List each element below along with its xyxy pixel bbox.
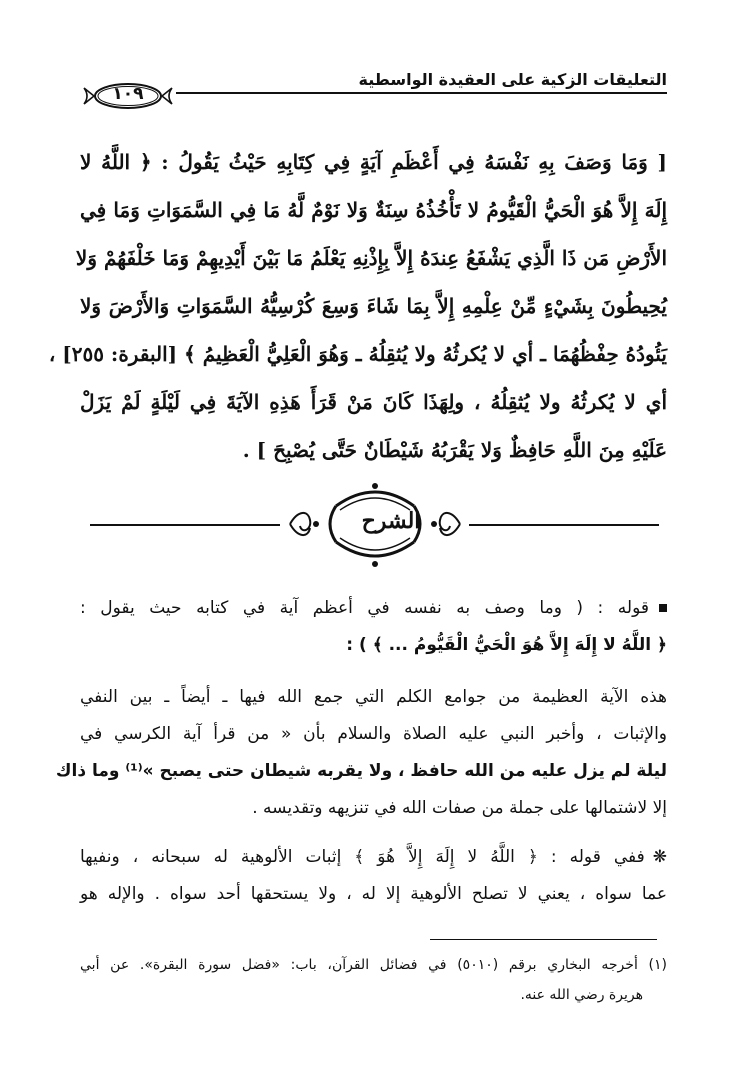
- page-number: ١٠٩: [112, 84, 144, 104]
- header-rule: [90, 92, 667, 94]
- verse-line: أي لا يُكرثُهُ ولا يُثقِلُهُ ، ولِهَذَا كَانَ مَنْ قَرَأَ هَذِهِ الآيَةَ فِي لَيْلَةٍ لَمْ يَزَلْ: [80, 390, 667, 414]
- paragraph-gap: [80, 664, 667, 679]
- verse-line: يُحِيطُونَ بِشَيْءٍ مِّنْ عِلْمِهِ إِلاَّ بِمَا شَاءَ وَسِعَ كُرْسِيُّهُ السَّمَوَاتِ وَالأَرْضَ وَلا: [80, 294, 667, 318]
- sharh-divider-right: [469, 524, 659, 526]
- footnotes: [80, 950, 667, 1010]
- asterisk-ornament-icon: ❋: [652, 847, 667, 867]
- verse-block: [48, 138, 667, 474]
- footnote-line: (١) أخرجه البخاري برقم (٥٠١٠) في فضائل القرآن، باب: «فضل سورة البقرة». عن أبي: [80, 957, 668, 973]
- verse-line: يَئُودُهُ حِفْظُهُمَا ـ أي لا يُكرثُهُ ولا يُثقِلُهُ ـ وَهُوَ الْعَلِيُّ الْعَظِيمُ ﴾ [البقرة: ٢٥٥] ،: [48, 342, 667, 366]
- page-number-ornament: [80, 82, 176, 110]
- footnote-line: هريرة رضي الله عنه.: [520, 987, 643, 1003]
- paragraph-gap: [80, 827, 667, 839]
- running-header-title: التعليقات الزكية على العقيدة الواسطية: [358, 70, 667, 89]
- commentary-line: هذه الآية العظيمة من جوامع الكلم التي جمع الله فيها ـ أيضاً ـ بين النفي: [80, 687, 667, 707]
- footnote-rule: [430, 939, 657, 940]
- sharh-heading-label: الشرح: [361, 508, 421, 534]
- commentary-line: عما سواه ، يعني لا تصلح الألوهية إلا له ، ولا يستحقها أحد سواه . والإله هو: [80, 884, 667, 904]
- commentary-line: إلا لاشتمالها على جملة من صفات الله في تنزيهه وتقديسه .: [252, 798, 667, 818]
- commentary-line: [80, 590, 667, 627]
- commentary-line: والإثبات ، وأخبر النبي عليه الصلاة والسلام بأن « من قرأ آية الكرسي في: [80, 724, 667, 744]
- sharh-section-heading: [90, 480, 659, 572]
- commentary-text: قوله : ( وما وصف به نفسه في أعظم آية في كتابه حيث يقول :: [80, 598, 649, 618]
- commentary-block: [55, 590, 667, 913]
- commentary-text: ففي قوله : ﴿ اللَّهُ لا إِلَهَ إِلاَّ هُوَ ﴾ إثبات الألوهية له سبحانه ، ونفيها: [80, 847, 645, 867]
- verse-line: الأَرْضِ مَن ذَا الَّذِي يَشْفَعُ عِندَهُ إِلاَّ بِإِذْنِهِ يَعْلَمُ مَا بَيْنَ أَيْدِيهِمْ وَمَا خَلْفَهُمْ وَلا: [75, 246, 667, 270]
- verse-line: إِلَهَ إِلاَّ هُوَ الْحَيُّ الْقَيُّومُ لا تَأْخُذُهُ سِنَةٌ وَلا نَوْمٌ لَّهُ مَا فِي السَّمَوَاتِ وَمَا فِي: [80, 198, 667, 222]
- commentary-line: [80, 839, 667, 876]
- verse-line: عَلَيْهِ مِنَ اللَّهِ حَافِظٌ وَلا يَقْرَبُهُ شَيْطَانٌ حَتَّى يُصْبِحَ ] .: [242, 438, 667, 462]
- verse-line: [ وَمَا وَصَفَ بِهِ نَفْسَهُ فِي أَعْظَمِ آيَةٍ فِي كِتَابِهِ حَيْثُ يَقُولُ : ﴿ اللَّهُ لا: [80, 150, 667, 174]
- commentary-line: ليلة لم يزل عليه من الله حافظ ، ولا يقربه شيطان حتى يصبح »⁽¹⁾ وما ذاك: [55, 761, 667, 781]
- square-bullet-icon: [659, 604, 667, 612]
- commentary-line: ﴿ اللَّهُ لا إِلَهَ إِلاَّ هُوَ الْحَيُّ الْقَيُّومُ ... ﴾ ) :: [346, 635, 667, 655]
- sharh-divider-left: [90, 524, 280, 526]
